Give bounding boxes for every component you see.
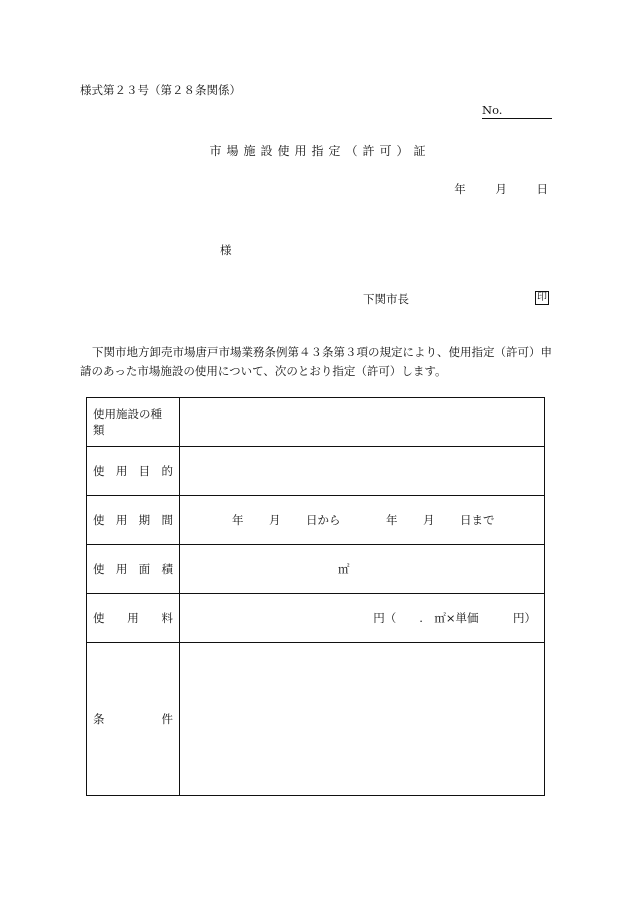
table-row [87, 447, 545, 496]
value-conditions [180, 643, 545, 796]
seal-mark: 印 [537, 292, 547, 303]
label-area [87, 545, 180, 594]
label-period [87, 496, 180, 545]
date-month: 月 [495, 182, 507, 196]
issuer: 下関市長 [363, 292, 409, 306]
table-row [87, 496, 545, 545]
label-char: 使 [93, 611, 105, 625]
label-char: 積 [161, 562, 173, 576]
recipient: 様 [220, 243, 232, 257]
value-facility-type [180, 398, 545, 447]
label-char: 使 [93, 464, 105, 478]
table-row [87, 545, 545, 594]
label-char: 用 [115, 464, 128, 478]
fee-text: 円（ . ㎡×単価 円） [373, 611, 536, 625]
label-char: 使 [93, 513, 105, 527]
document-title: 市場施設使用指定（許可）証 [209, 144, 431, 158]
value-period [180, 496, 545, 545]
label-conditions [87, 643, 180, 796]
label-fee [87, 594, 180, 643]
table-row [87, 594, 545, 643]
label-char: 料 [161, 611, 173, 625]
period-from-year: 年 [232, 513, 244, 527]
label-char: 用 [115, 513, 128, 527]
permit-table [86, 397, 545, 796]
period-to-month: 月 [423, 513, 435, 527]
label-char: 件 [161, 712, 173, 726]
body-text: 下関市地方卸売市場唐戸市場業務条例第４３条第３項の規定により、使用指定（許可）申請のあった市場施設の使用について、次のとおり指定（許可）します。 [80, 345, 552, 378]
document-number: No. [482, 103, 552, 119]
value-area [180, 545, 545, 594]
period-to-day: 日まで [460, 513, 495, 527]
label-char: 用 [127, 611, 139, 625]
label-char: 使 [93, 562, 105, 576]
label-char: 的 [161, 464, 173, 478]
label-char: 目 [138, 464, 151, 478]
label-char: 条 [93, 712, 105, 726]
value-purpose [180, 447, 545, 496]
table-row [87, 398, 545, 447]
label-char: 間 [161, 513, 173, 527]
label-purpose [87, 447, 180, 496]
date-day: 日 [536, 182, 548, 196]
label-facility-type: 使用施設の種類 [87, 398, 180, 447]
label-char: 期 [138, 513, 151, 527]
period-from-month: 月 [269, 513, 281, 527]
period-to-year: 年 [386, 513, 398, 527]
table-row [87, 643, 545, 796]
issue-date [454, 181, 548, 197]
value-fee [180, 594, 545, 643]
label-char: 用 [115, 562, 128, 576]
area-unit: ㎡ [338, 562, 350, 576]
form-number: 様式第２３号（第２８条関係） [80, 83, 241, 97]
date-year: 年 [454, 182, 466, 196]
label-char: 面 [138, 562, 151, 576]
period-from-day: 日から [306, 513, 341, 527]
